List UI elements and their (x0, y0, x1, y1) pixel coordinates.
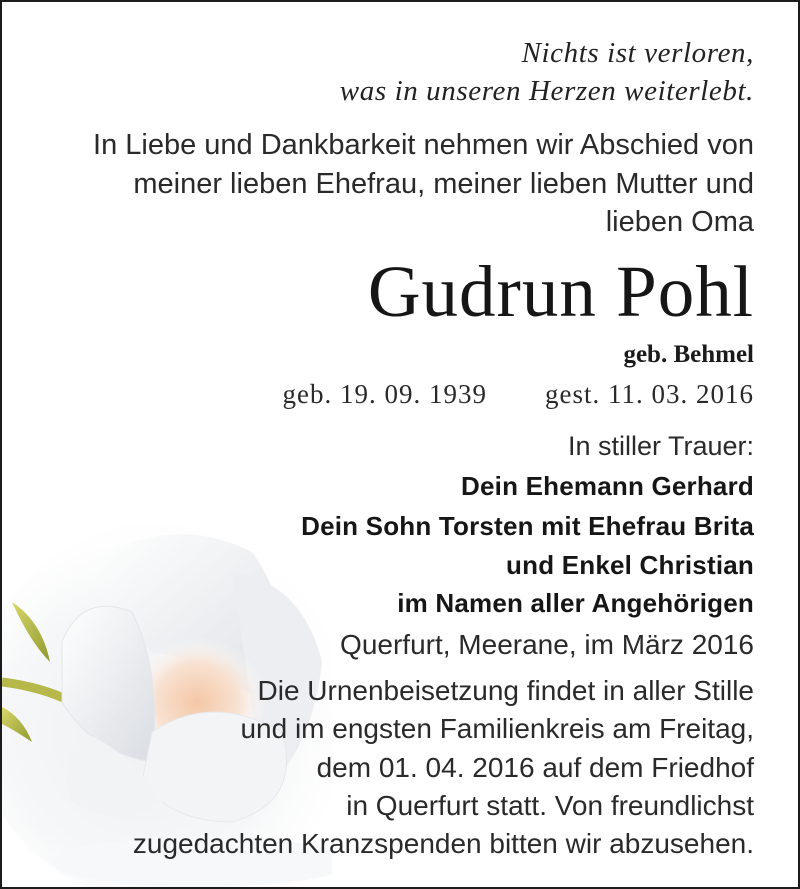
funeral-line-4: in Querfurt statt. Von freundlichst (346, 790, 754, 821)
mourner-line-2: Dein Sohn Torsten mit Ehefrau Brita (301, 511, 754, 541)
funeral-line-5: zugedachten Kranzspenden bitten wir abzusehen. (132, 828, 754, 859)
life-dates (283, 379, 754, 410)
mourner-line-4: im Namen aller Angehörigen (397, 588, 754, 618)
birth-date: geb. 19. 09. 1939 (282, 379, 487, 409)
quote-line-1: Nichts ist verloren, (521, 37, 754, 69)
maiden-name: geb. Behmel (623, 341, 754, 368)
intro-line-1: In Liebe und Dankbarkeit nehmen wir Abschied von (93, 129, 754, 161)
funeral-line-1: Die Urnenbeisetzung findet in aller Stille (257, 675, 754, 706)
quote-line-2: was in unseren Herzen weiterlebt. (339, 75, 754, 107)
deceased-name: Gudrun Pohl (367, 251, 754, 332)
place-date: Querfurt, Meerane, im März 2016 (340, 629, 754, 660)
funeral-line-3: dem 01. 04. 2016 auf dem Friedhof (316, 752, 754, 783)
mourner-line-1: Dein Ehemann Gerhard (461, 471, 754, 501)
intro-line-2: meiner lieben Ehefrau, meiner lieben Mutter und (133, 168, 754, 200)
funeral-line-2: und im engsten Familienkreis am Freitag, (240, 713, 754, 744)
death-date: gest. 11. 03. 2016 (545, 379, 754, 409)
mourner-line-3: und Enkel Christian (506, 550, 754, 580)
intro-line-3: lieben Oma (605, 206, 754, 238)
mourning-label: In stiller Trauer: (567, 431, 754, 461)
